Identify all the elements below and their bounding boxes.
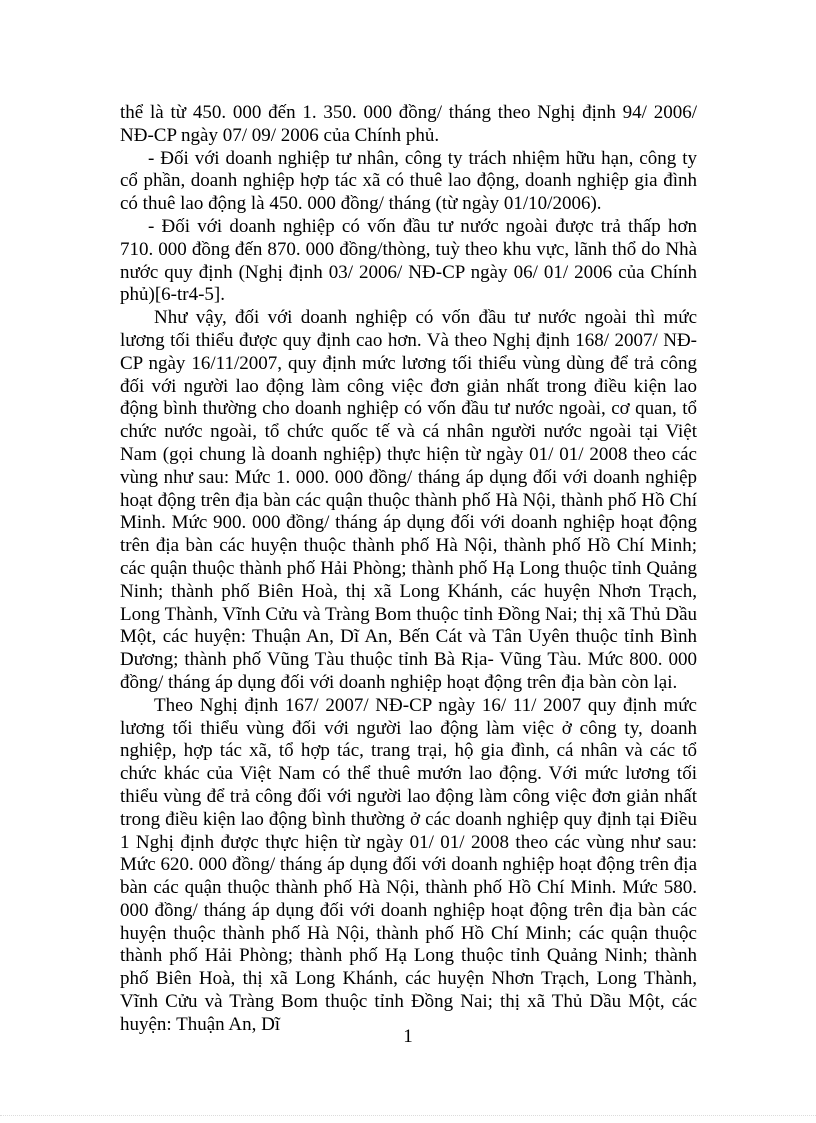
document-body — [120, 102, 697, 1037]
page-number: 1 — [403, 1026, 413, 1047]
paragraph-decree-168: Như vậy, đối với doanh nghiệp có vốn đầu tư nước ngoài thì mức lương tối thiểu được quy định cao hơn. Và theo Nghị định 168/ 2007/ NĐ-CP ngày 16/11/2007, quy định mức lương tối thiểu vùng dùng để trả công đối với người lao động làm công việc đơn giản nhất trong điều kiện lao động bình thường cho doanh nghiệp có vốn đầu tư nước ngoài, cơ quan, tổ chức nước ngoài, tổ chức quốc tế và cá nhân người nước ngoài tại Việt Nam (gọi chung là doanh nghiệp) thực hiện từ ngày 01/ 01/ 2008 theo các vùng như sau: Mức 1. 000. 000 đồng/ tháng áp dụng đối với doanh nghiệp hoạt động trên địa bàn các quận thuộc thành phố Hà Nội, thành phố Hồ Chí Minh. Mức 900. 000 đồng/ tháng áp dụng đối với doanh nghiệp hoạt động trên địa bàn các huyện thuộc thành phố Hà Nội, thành phố Hồ Chí Minh; các quận thuộc thành phố Hải Phòng; thành phố Hạ Long thuộc tỉnh Quảng Ninh; thành phố Biên Hoà, thị xã Long Khánh, các huyện Nhơn Trạch, Long Thành, Vĩnh Cửu và Tràng Bom thuộc tỉnh Đồng Nai; thị xã Thủ Dầu Một, các huyện: Thuận An, Dĩ An, Bến Cát và Tân Uyên thuộc tỉnh Bình Dương; thành phố Vũng Tàu thuộc tỉnh Bà Rịa- Vũng Tàu. Mức 800. 000 đồng/ tháng áp dụng đối với doanh nghiệp hoạt động trên địa bàn còn lại. — [120, 307, 697, 693]
paragraph-decree-167: Theo Nghị định 167/ 2007/ NĐ-CP ngày 16/ 11/ 2007 quy định mức lương tối thiểu vùng đối với người lao động làm việc ở công ty, doanh nghiệp, hợp tác xã, tổ hợp tác, trang trại, hộ gia đình, cá nhân và các tổ chức khác của Việt Nam có thể thuê mướn lao động. Với mức lương tối thiểu vùng để trả công đối với người lao động làm công việc đơn giản nhất trong điều kiện lao động bình thường ở các doanh nghiệp quy định tại Điều 1 Nghị định được thực hiện từ ngày 01/ 01/ 2008 theo các vùng như sau: Mức 620. 000 đồng/ tháng áp dụng đối với doanh nghiệp hoạt động trên địa bàn các quận thuộc thành phố Hà Nội, thành phố Hồ Chí Minh. Mức 580. 000 đồng/ tháng áp dụng đối với doanh nghiệp hoạt động trên địa bàn các huyện thuộc thành phố Hà Nội, thành phố Hồ Chí Minh; các quận thuộc thành phố Hải Phòng; thành phố Hạ Long thuộc tỉnh Quảng Ninh; thành phố Biên Hoà, thị xã Long Khánh, các huyện Nhơn Trạch, Long Thành, Vĩnh Cửu và Tràng Bom thuộc tỉnh Đồng Nai; thị xã Thủ Dầu Một, các huyện: Thuận An, Dĩ — [120, 694, 697, 1035]
paragraph-continuation: thể là từ 450. 000 đến 1. 350. 000 đồng/ tháng theo Nghị định 94/ 2006/ NĐ-CP ngày 07/ 09/ 2006 của Chính phủ. — [120, 102, 697, 146]
paragraph-foreign-invested-enterprises: - Đối với doanh nghiệp có vốn đầu tư nước ngoài được trả thấp hơn 710. 000 đồng đến 870. 000 đồng/thòng, tuỳ theo khu vực, lãnh thổ do Nhà nước quy định (Nghị định 03/ 2006/ NĐ-CP ngày 06/ 01/ 2006 của Chính phủ)[6-tr4-5]. — [120, 215, 697, 306]
page-bottom-divider — [0, 1115, 816, 1116]
paragraph-private-enterprises: - Đối với doanh nghiệp tư nhân, công ty trách nhiệm hữu hạn, công ty cổ phần, doanh nghiệp hợp tác xã có thuê lao động, doanh nghiệp gia đình có thuê lao động là 450. 000 đồng/ tháng (từ ngày 01/10/2006). — [120, 147, 697, 215]
